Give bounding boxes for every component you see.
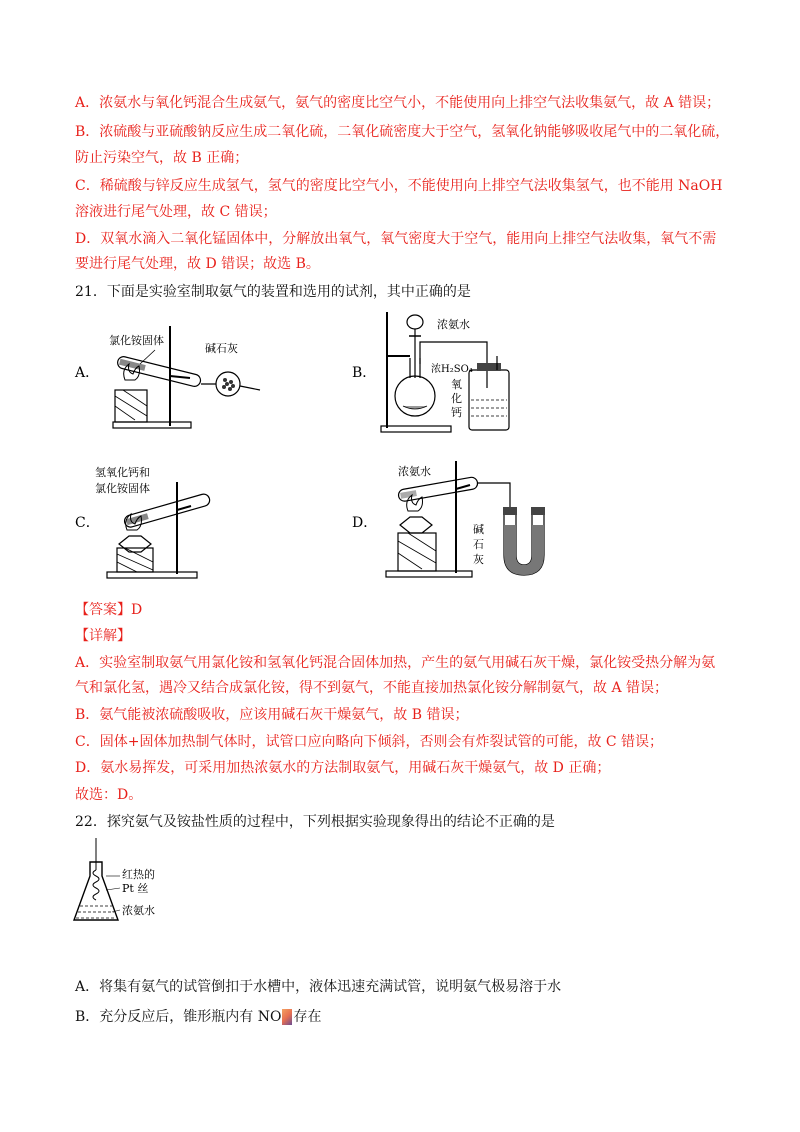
q22-option-b-suffix: 存在 xyxy=(293,1009,322,1025)
no2-formula-image xyxy=(282,1009,292,1025)
label-soda-lime-1: 碱 xyxy=(473,523,484,536)
label-calcium-oxide-2: 化 xyxy=(451,392,462,405)
prev-explanation-line: B．浓硫酸与亚硫酸钠反应生成二氧化硫，二氧化硫密度大于空气，氢氧化钠能够吸收尾气中的二氧化硫， xyxy=(75,124,730,140)
answer-label: 【答案】 xyxy=(75,602,131,618)
q21-option-c-letter: C． xyxy=(75,515,100,531)
label-calcium-hydroxide: 氢氧化钙和 xyxy=(95,466,150,479)
prev-explanation-line: 溶液进行尾气处理，故 C 错误； xyxy=(75,204,277,220)
label-soda-lime: 碱石灰 xyxy=(205,342,238,355)
label-calcium-oxide-3: 钙 xyxy=(451,406,462,419)
prev-explanation-line: 要进行尾气处理，故 D 错误；故选 B。 xyxy=(75,256,320,272)
q21-detail-line: C．固体+固体加热制气体时，试管口应向略向下倾斜，否则会有炸裂试管的可能，故 C 错误； xyxy=(75,734,664,750)
q22-option-b xyxy=(75,1007,321,1027)
apparatus-c-figure xyxy=(95,462,225,582)
label-conc-ammonia-d: 浓氨水 xyxy=(398,465,431,478)
q22-stem: 22．探究氨气及铵盐性质的过程中，下列根据实验现象得出的结论不正确的是 xyxy=(75,814,555,830)
apparatus-d-figure xyxy=(378,455,558,580)
label-ammonium-chloride-solid: 氯化铵固体 xyxy=(95,482,150,495)
q21-detail-line: A．实验室制取氨气用氯化铵和氢氧化钙混合固体加热，产生的氨气用碱石灰干燥，氯化铵受热分解为氨 xyxy=(75,655,716,671)
label-conc-ammonia-q22: 浓氨水 xyxy=(122,904,155,917)
label-soda-lime-3: 灰 xyxy=(473,553,484,566)
q21-detail-line: D．氨水易挥发，可采用加热浓氨水的方法制取氨气，用碱石灰干燥氨气，故 D 正确； xyxy=(75,760,611,776)
q21-stem: 21．下面是实验室制取氨气的装置和选用的试剂，其中正确的是 xyxy=(75,284,471,300)
answer-value: D xyxy=(131,602,143,618)
apparatus-a-figure xyxy=(95,318,270,436)
q21-option-d-letter: D． xyxy=(352,515,378,531)
label-soda-lime-2: 石 xyxy=(473,538,484,551)
apparatus-b-figure xyxy=(375,308,535,438)
prev-explanation-line: C．稀硫酸与锌反应生成氢气，氢气的密度比空气小，不能使用向上排空气法收集氢气，也不能用 NaOH xyxy=(75,178,723,194)
label-calcium-oxide-1: 氧 xyxy=(451,378,462,391)
conical-flask-figure xyxy=(72,836,202,931)
q22-option-a: A．将集有氨气的试管倒扣于水槽中，液体迅速充满试管，说明氨气极易溶于水 xyxy=(75,979,562,995)
q21-detail-line: 故选：D。 xyxy=(75,787,143,803)
q21-detail-line: B．氨气能被浓硫酸吸收，应该用碱石灰干燥氨气，故 B 错误； xyxy=(75,707,469,723)
prev-explanation-line: 防止污染空气，故 B 正确； xyxy=(75,150,249,166)
label-red-hot: 红热的 xyxy=(122,868,155,881)
prev-explanation-line: D．双氧水滴入二氧化锰固体中，分解放出氧气，氧气密度大于空气，能用向上排空气法收集，氧气不需 xyxy=(75,231,717,247)
q21-detail-line: 气和氯化氢，遇冷又结合成氯化铵，得不到氨气，不能直接加热氯化铵分解制氨气，故 A 错误； xyxy=(75,680,669,696)
label-conc-sulfuric-acid: 浓H₂SO₄ xyxy=(431,364,473,375)
q21-option-a-letter: A． xyxy=(75,365,100,381)
label-ammonium-chloride: 氯化铵固体 xyxy=(109,334,164,347)
q21-option-b-letter: B． xyxy=(352,365,377,381)
q21-answer xyxy=(75,600,142,620)
q21-detail-label: 【详解】 xyxy=(75,628,131,644)
prev-explanation-line: A．浓氨水与氧化钙混合生成氨气，氨气的密度比空气小，不能使用向上排空气法收集氨气，故 A 错误； xyxy=(75,95,721,111)
q22-option-b-text: B．充分反应后，锥形瓶内有 NO xyxy=(75,1009,282,1025)
label-pt-wire: Pt 丝 xyxy=(122,882,149,895)
label-conc-ammonia: 浓氨水 xyxy=(437,318,470,331)
